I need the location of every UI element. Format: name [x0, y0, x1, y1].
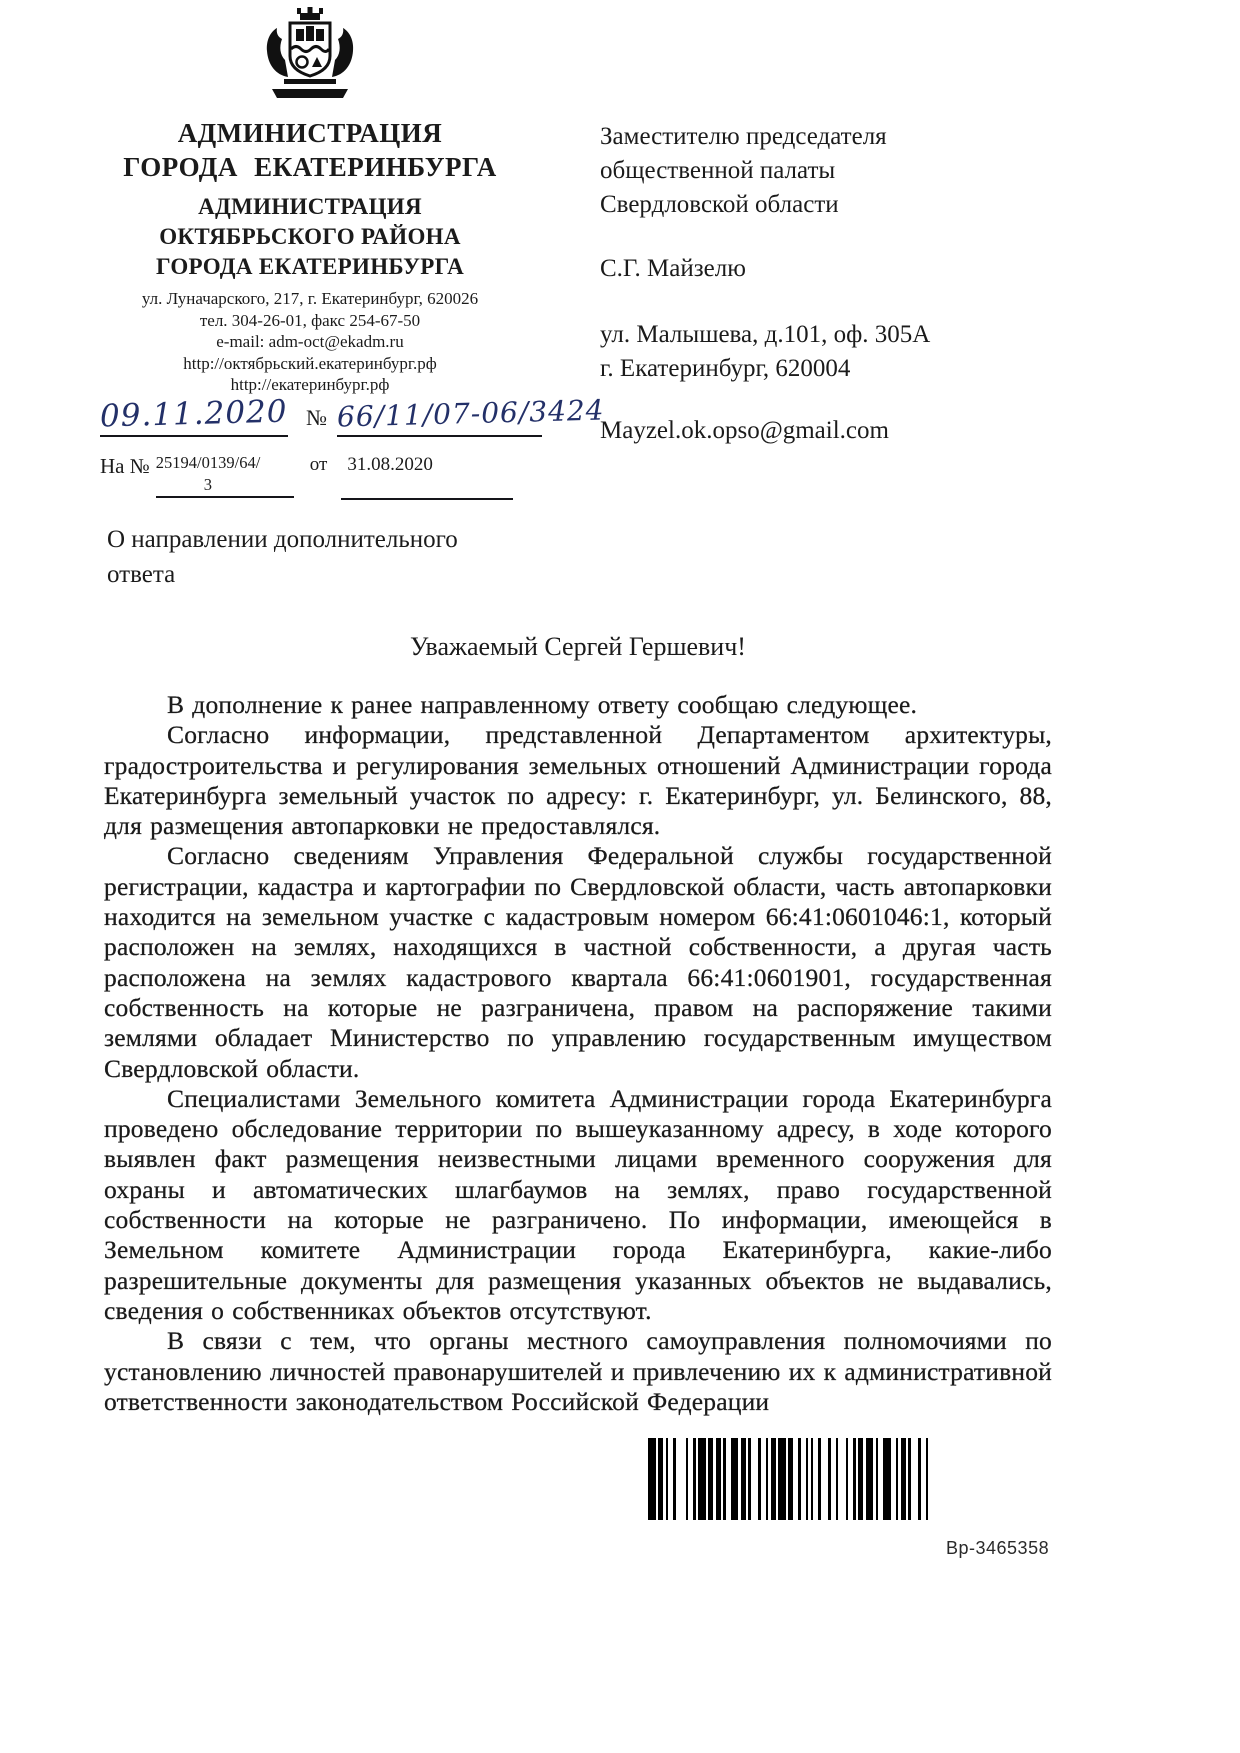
- outgoing-date-field: [99, 393, 289, 437]
- number-sign: №: [306, 405, 327, 430]
- recipient-title-line1: Заместителю председателя: [600, 123, 887, 150]
- body-paragraph: В дополнение к ранее направленному ответу сообщаю следующее.: [167, 690, 918, 719]
- barcode-label: Вр-3465358: [946, 1538, 1050, 1558]
- salutation: Уважаемый Сергей Гершевич!: [410, 632, 746, 661]
- recipient-address-line2: г. Екатеринбург, 620004: [600, 355, 851, 382]
- body-paragraph: Специалистами Земельного комитета Администрации города Екатеринбурга проведено обследование территории по вышеуказанному адресу, в ходе которого выявлен факт размещения неизвестными лицами временного сооружения для охраны и автоматических шлагбаумов на землях, право государственной собственности на которые не разграничено. По информации, имеющейся в Земельном комитете Администрации города Екатеринбурга, какие-либо разрешительные документы для размещения указанных объектов не выдавались, сведения о собственниках объектов отсутствуют.: [104, 1083, 1052, 1325]
- outgoing-number-field: [336, 393, 605, 437]
- letter-body: [104, 632, 1052, 1417]
- incoming-number-line1: 25194/0139/64/: [155, 453, 261, 472]
- outgoing-ref-row: [99, 393, 605, 437]
- incoming-ref-label: На №: [100, 454, 150, 478]
- district-org-line3: ГОРОДА ЕКАТЕРИНБУРГА: [156, 254, 464, 279]
- body-paragraph: В связи с тем, что органы местного самоуправления полномочиями по установлению личностей правонарушителей и привлечению их к административной ответственности законодательством Российской Федерации: [104, 1326, 1052, 1416]
- recipient-email: Mayzel.ok.opso@gmail.com: [600, 417, 889, 444]
- incoming-number-line2: 3: [203, 475, 213, 494]
- letterhead-contacts: [78, 288, 542, 396]
- subject-line: [107, 522, 537, 592]
- body-paragraph: Согласно сведениям Управления Федеральной службы государственной регистрации, кадастра и картографии по Свердловской области, часть автопарковки находится на земельном участке с кадастровым номером 66:41:0601046:1, который расположен на землях, находящихся в частной собственности, а другая часть расположена на землях кадастрового квартала 66:41:0601901, государственная собственность на которые не разграничена, правом на распоряжение такими землями обладает Министерство по управлению государственным имуществом Свердловской области.: [104, 841, 1052, 1083]
- incoming-ref-row: [100, 452, 570, 500]
- recipient-block: [600, 120, 1080, 448]
- body-paragraph: Согласно информации, представленной Департаментом архитектуры, градостроительства и регулирования земельных отношений Администрации города Екатеринбурга земельный участок по адресу: г. Екатеринбург, ул. Белинского, 88, для размещения автопарковки не предоставлялся.: [104, 720, 1052, 841]
- recipient-name: С.Г. Майзелю: [600, 255, 746, 282]
- barcode: [648, 1438, 940, 1520]
- letterhead-website-2: http://екатеринбург.рф: [230, 375, 390, 394]
- org-name: [78, 116, 542, 184]
- org-name-line1: АДМИНИСТРАЦИЯ: [177, 118, 443, 148]
- outgoing-date-handwritten: 09.11.2020: [99, 393, 289, 435]
- outgoing-number-handwritten: 66/11/07-06/3424: [336, 393, 605, 434]
- letterhead-phone: тел. 304-26-01, факс 254-67-50: [199, 310, 421, 330]
- org-name-line2: ГОРОДА ЕКАТЕРИНБУРГА: [123, 152, 497, 182]
- coat-of-arms-icon: [250, 6, 370, 110]
- letterhead-address: ул. Луначарского, 217, г. Екатеринбург, 620026: [141, 289, 479, 308]
- recipient-title-line3: Свердловской области: [600, 191, 839, 218]
- subject-line-1: О направлении дополнительного: [107, 526, 458, 553]
- recipient-title-line2: общественной палаты: [600, 157, 836, 184]
- letterhead-website-1: http://октябрьский.екатеринбург.рф: [183, 353, 437, 373]
- from-label: от: [309, 454, 328, 475]
- recipient-address-line1: ул. Малышева, д.101, оф. 305А: [600, 321, 931, 348]
- incoming-number: [156, 452, 294, 498]
- letterhead-email: e-mail: adm-oct@ekadm.ru: [216, 332, 404, 351]
- district-org-name: [78, 192, 542, 282]
- subject-line-2: ответа: [107, 561, 176, 588]
- district-org-line2: ОКТЯБРЬСКОГО РАЙОНА: [159, 224, 461, 249]
- district-org-line1: АДМИНИСТРАЦИЯ: [198, 194, 422, 219]
- incoming-date: 31.08.2020: [341, 452, 513, 500]
